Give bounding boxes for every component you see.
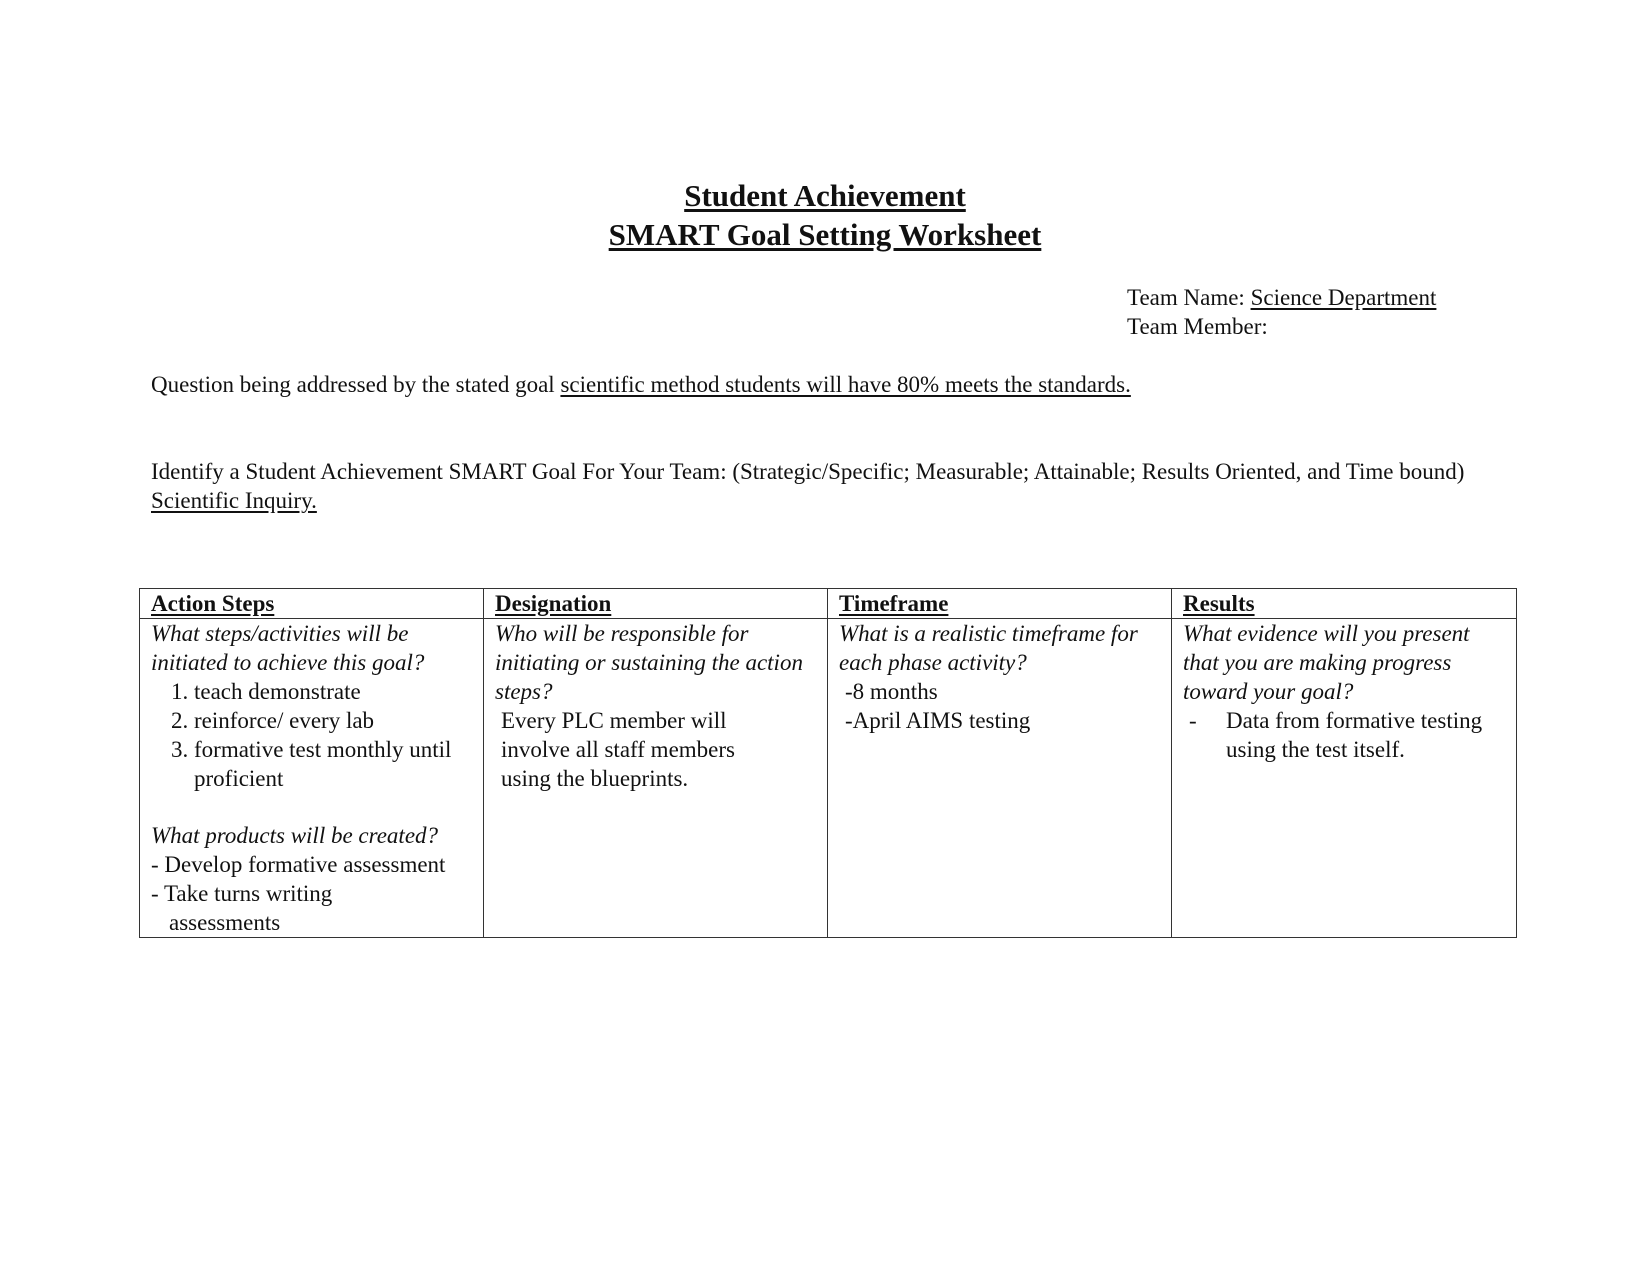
- worksheet-title: [0, 176, 1650, 254]
- action-steps-list: [151, 677, 475, 793]
- results-item-text: Data from formative testing using the test itself.: [1226, 708, 1483, 762]
- team-name-value: Science Department: [1250, 285, 1437, 310]
- list-item: 1. teach demonstrate: [194, 677, 475, 706]
- header-designation: Designation: [484, 589, 828, 619]
- smart-goal-paragraph: [151, 457, 1491, 515]
- results-prompt: What evidence will you present that you are making progress toward your goal?: [1183, 621, 1470, 704]
- list-item: 3. formative test monthly until proficient: [194, 735, 475, 793]
- products-prompt: What products will be created?: [151, 823, 439, 848]
- designation-prompt: Who will be responsible for initiating or sustaining the action steps?: [495, 621, 803, 704]
- team-name-label: Team Name:: [1127, 285, 1245, 310]
- timeframe-line: -8 months: [845, 679, 938, 704]
- product-item: - Develop formative assessment: [151, 852, 446, 877]
- team-member-label: Team Member:: [1127, 314, 1268, 339]
- header-results: Results: [1172, 589, 1517, 619]
- cell-action-steps: [140, 619, 484, 938]
- timeframe-prompt: What is a realistic timeframe for each phase activity?: [839, 621, 1138, 675]
- smart-goal-label: Identify a Student Achievement SMART Goal For Your Team: (Strategic/Specific; Measurable; Attainable; Results Oriented, and Time bound): [151, 459, 1465, 484]
- cell-designation: [484, 619, 828, 938]
- table-row: [140, 619, 1517, 938]
- header-action-steps: Action Steps: [140, 589, 484, 619]
- question-line: [151, 370, 1131, 399]
- list-item: 2. reinforce/ every lab: [194, 706, 475, 735]
- title-line-2: SMART Goal Setting Worksheet: [608, 217, 1042, 252]
- designation-line: Every PLC member will: [501, 708, 727, 733]
- question-label: Question being addressed by the stated goal: [151, 372, 555, 397]
- designation-line: involve all staff members: [501, 737, 735, 762]
- team-info: [1127, 283, 1436, 341]
- cell-results: [1172, 619, 1517, 938]
- results-item: [1183, 706, 1508, 764]
- title-line-1: Student Achievement: [684, 178, 966, 213]
- table-header-row: [140, 589, 1517, 619]
- timeframe-line: -April AIMS testing: [845, 708, 1031, 733]
- smart-goal-value: Scientific Inquiry.: [151, 488, 317, 513]
- action-plan-table: [139, 588, 1517, 938]
- product-item: - Take turns writing: [151, 881, 333, 906]
- product-item: assessments: [169, 910, 281, 935]
- results-dash: -: [1189, 708, 1197, 733]
- header-timeframe: Timeframe: [828, 589, 1172, 619]
- designation-line: using the blueprints.: [501, 766, 689, 791]
- action-steps-prompt: What steps/activities will be initiated to achieve this goal?: [151, 621, 425, 675]
- question-value: scientific method students will have 80% meets the standards.: [560, 372, 1131, 397]
- cell-timeframe: [828, 619, 1172, 938]
